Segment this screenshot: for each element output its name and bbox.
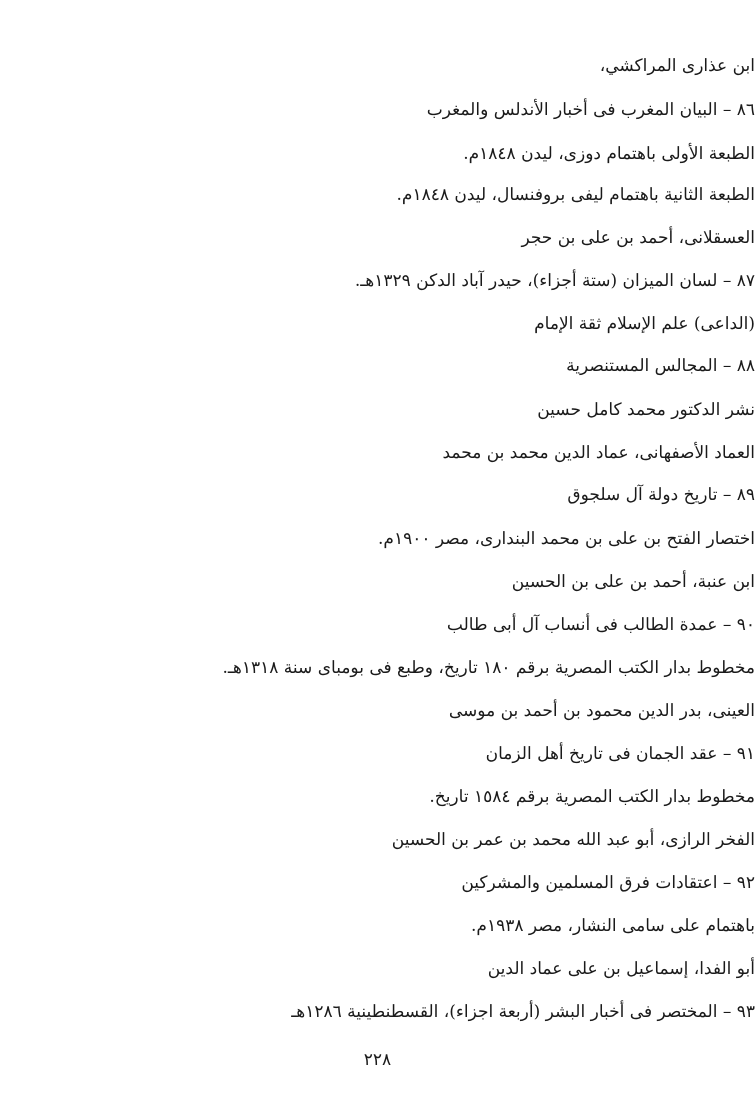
- entry-detail: مخطوط بدار الكتب المصرية برقم ١٨٠ تاريخ، وطبع فى بومباى سنة ١٣١٨هـ.: [222, 658, 755, 678]
- entry-detail: الطبعة الثانية باهتمام ليفى بروفنسال، ليدن ١٨٤٨م.: [396, 185, 755, 205]
- bibliography-entry: ٨٧ – لسان الميزان (ستة أجزاء)، حيدر آباد الدكن ١٣٢٩هـ.: [354, 271, 755, 291]
- page-number: ٢٢٨: [363, 1050, 392, 1070]
- entry-detail: الطبعة الأولى باهتمام دوزى، ليدن ١٨٤٨م.: [463, 144, 755, 164]
- bibliography-entry: ٩٠ – عمدة الطالب فى أنساب آل أبى طالب: [446, 615, 755, 635]
- author-line: أبو الفدا، إسماعيل بن على عماد الدين: [487, 959, 755, 979]
- author-line: العماد الأصفهانى، عماد الدين محمد بن محمد: [442, 443, 755, 463]
- bibliography-entry: ٨٦ – البيان المغرب فى أخبار الأندلس والمغرب: [426, 100, 755, 120]
- bibliography-entry: ٨٨ – المجالس المستنصرية: [566, 356, 755, 376]
- entry-detail: اختصار الفتح بن على بن محمد البندارى، مصر ١٩٠٠م.: [378, 529, 755, 549]
- bibliography-entry: ٩٢ – اعتقادات فرق المسلمين والمشركين: [461, 873, 755, 893]
- bibliography-entry: ٩١ – عقد الجمان فى تاريخ أهل الزمان: [485, 744, 755, 764]
- author-line: ابن عنبة، أحمد بن على بن الحسين: [511, 572, 755, 592]
- author-line: العينى، بدر الدين محمود بن أحمد بن موسى: [448, 701, 755, 721]
- author-line: (الداعى) علم الإسلام ثقة الإمام: [534, 314, 755, 334]
- entry-detail: نشر الدكتور محمد كامل حسين: [537, 400, 755, 420]
- author-line: الفخر الرازى، أبو عبد الله محمد بن عمر بن الحسين: [391, 830, 755, 850]
- author-line: العسقلانى، أحمد بن على بن حجر: [521, 228, 755, 248]
- entry-detail: مخطوط بدار الكتب المصرية برقم ١٥٨٤ تاريخ.: [429, 787, 755, 807]
- bibliography-entry: ٨٩ – تاريخ دولة آل سلجوق: [567, 485, 755, 505]
- author-line: ابن عذارى المراكشي،: [599, 56, 755, 76]
- entry-detail: باهتمام على سامى النشار، مصر ١٩٣٨م.: [471, 916, 755, 936]
- bibliography-entry: ٩٣ – المختصر فى أخبار البشر (أربعة اجزاء)، القسطنطينية ١٢٨٦هـ: [291, 1002, 755, 1022]
